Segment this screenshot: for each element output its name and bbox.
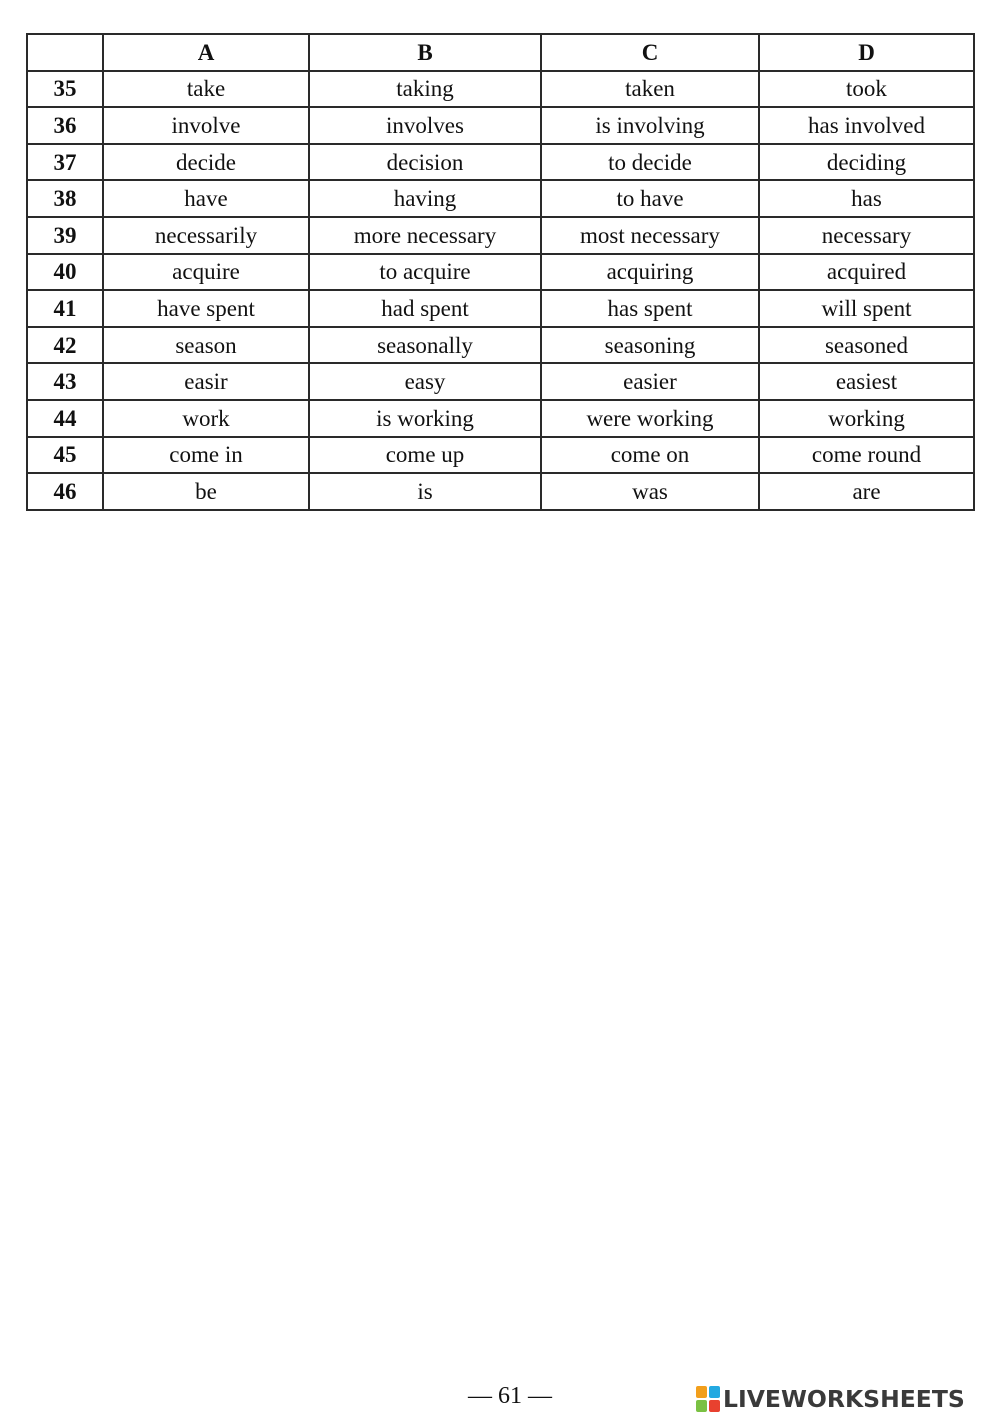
option-d: acquired [759, 254, 974, 291]
option-d: necessary [759, 217, 974, 254]
option-a: acquire [103, 254, 309, 291]
option-a: season [103, 327, 309, 364]
option-d: are [759, 473, 974, 510]
option-b: had spent [309, 290, 541, 327]
option-b: having [309, 180, 541, 217]
question-number: 45 [27, 437, 103, 474]
option-c: acquiring [541, 254, 759, 291]
table-row [27, 473, 974, 510]
option-c: to have [541, 180, 759, 217]
option-a: decide [103, 144, 309, 181]
option-a: have spent [103, 290, 309, 327]
option-b: taking [309, 71, 541, 108]
option-d: will spent [759, 290, 974, 327]
question-number: 43 [27, 363, 103, 400]
answer-options-table [26, 33, 975, 511]
table-row [27, 71, 974, 108]
option-c: were working [541, 400, 759, 437]
option-b: more necessary [309, 217, 541, 254]
table-row [27, 327, 974, 364]
header-cell-b: B [309, 34, 541, 71]
table-body [27, 71, 974, 510]
option-a: involve [103, 107, 309, 144]
option-a: take [103, 71, 309, 108]
option-b: seasonally [309, 327, 541, 364]
liveworksheets-logo-icon [696, 1386, 720, 1412]
option-c: was [541, 473, 759, 510]
table-row [27, 254, 974, 291]
option-d: working [759, 400, 974, 437]
question-number: 46 [27, 473, 103, 510]
option-a: come in [103, 437, 309, 474]
header-cell-d: D [759, 34, 974, 71]
option-c: to decide [541, 144, 759, 181]
question-number: 38 [27, 180, 103, 217]
table-row [27, 180, 974, 217]
liveworksheets-watermark [696, 1382, 965, 1416]
option-d: deciding [759, 144, 974, 181]
question-number: 42 [27, 327, 103, 364]
option-d: easiest [759, 363, 974, 400]
table-row [27, 437, 974, 474]
question-number: 44 [27, 400, 103, 437]
question-number: 37 [27, 144, 103, 181]
option-a: work [103, 400, 309, 437]
option-b: decision [309, 144, 541, 181]
option-d: has involved [759, 107, 974, 144]
option-c: come on [541, 437, 759, 474]
option-a: be [103, 473, 309, 510]
option-c: most necessary [541, 217, 759, 254]
question-number: 39 [27, 217, 103, 254]
option-a: necessarily [103, 217, 309, 254]
brand-name: LIVEWORKSHEETS [723, 1385, 965, 1413]
option-a: have [103, 180, 309, 217]
header-cell-a: A [103, 34, 309, 71]
option-c: seasoning [541, 327, 759, 364]
option-b: easy [309, 363, 541, 400]
table-row [27, 107, 974, 144]
option-b: is [309, 473, 541, 510]
option-c: easier [541, 363, 759, 400]
option-d: took [759, 71, 974, 108]
table-row [27, 400, 974, 437]
page-number: — 61 — [468, 1383, 552, 1409]
option-c: has spent [541, 290, 759, 327]
option-d: has [759, 180, 974, 217]
option-d: seasoned [759, 327, 974, 364]
option-d: come round [759, 437, 974, 474]
question-number: 40 [27, 254, 103, 291]
question-number: 41 [27, 290, 103, 327]
table-row [27, 144, 974, 181]
option-b: involves [309, 107, 541, 144]
table-row [27, 290, 974, 327]
header-cell-number [27, 34, 103, 71]
table-header-row [27, 34, 974, 71]
table-row [27, 363, 974, 400]
option-b: is working [309, 400, 541, 437]
option-b: come up [309, 437, 541, 474]
option-b: to acquire [309, 254, 541, 291]
option-c: is involving [541, 107, 759, 144]
question-number: 36 [27, 107, 103, 144]
question-number: 35 [27, 71, 103, 108]
table-row [27, 217, 974, 254]
header-cell-c: C [541, 34, 759, 71]
option-a: easir [103, 363, 309, 400]
option-c: taken [541, 71, 759, 108]
